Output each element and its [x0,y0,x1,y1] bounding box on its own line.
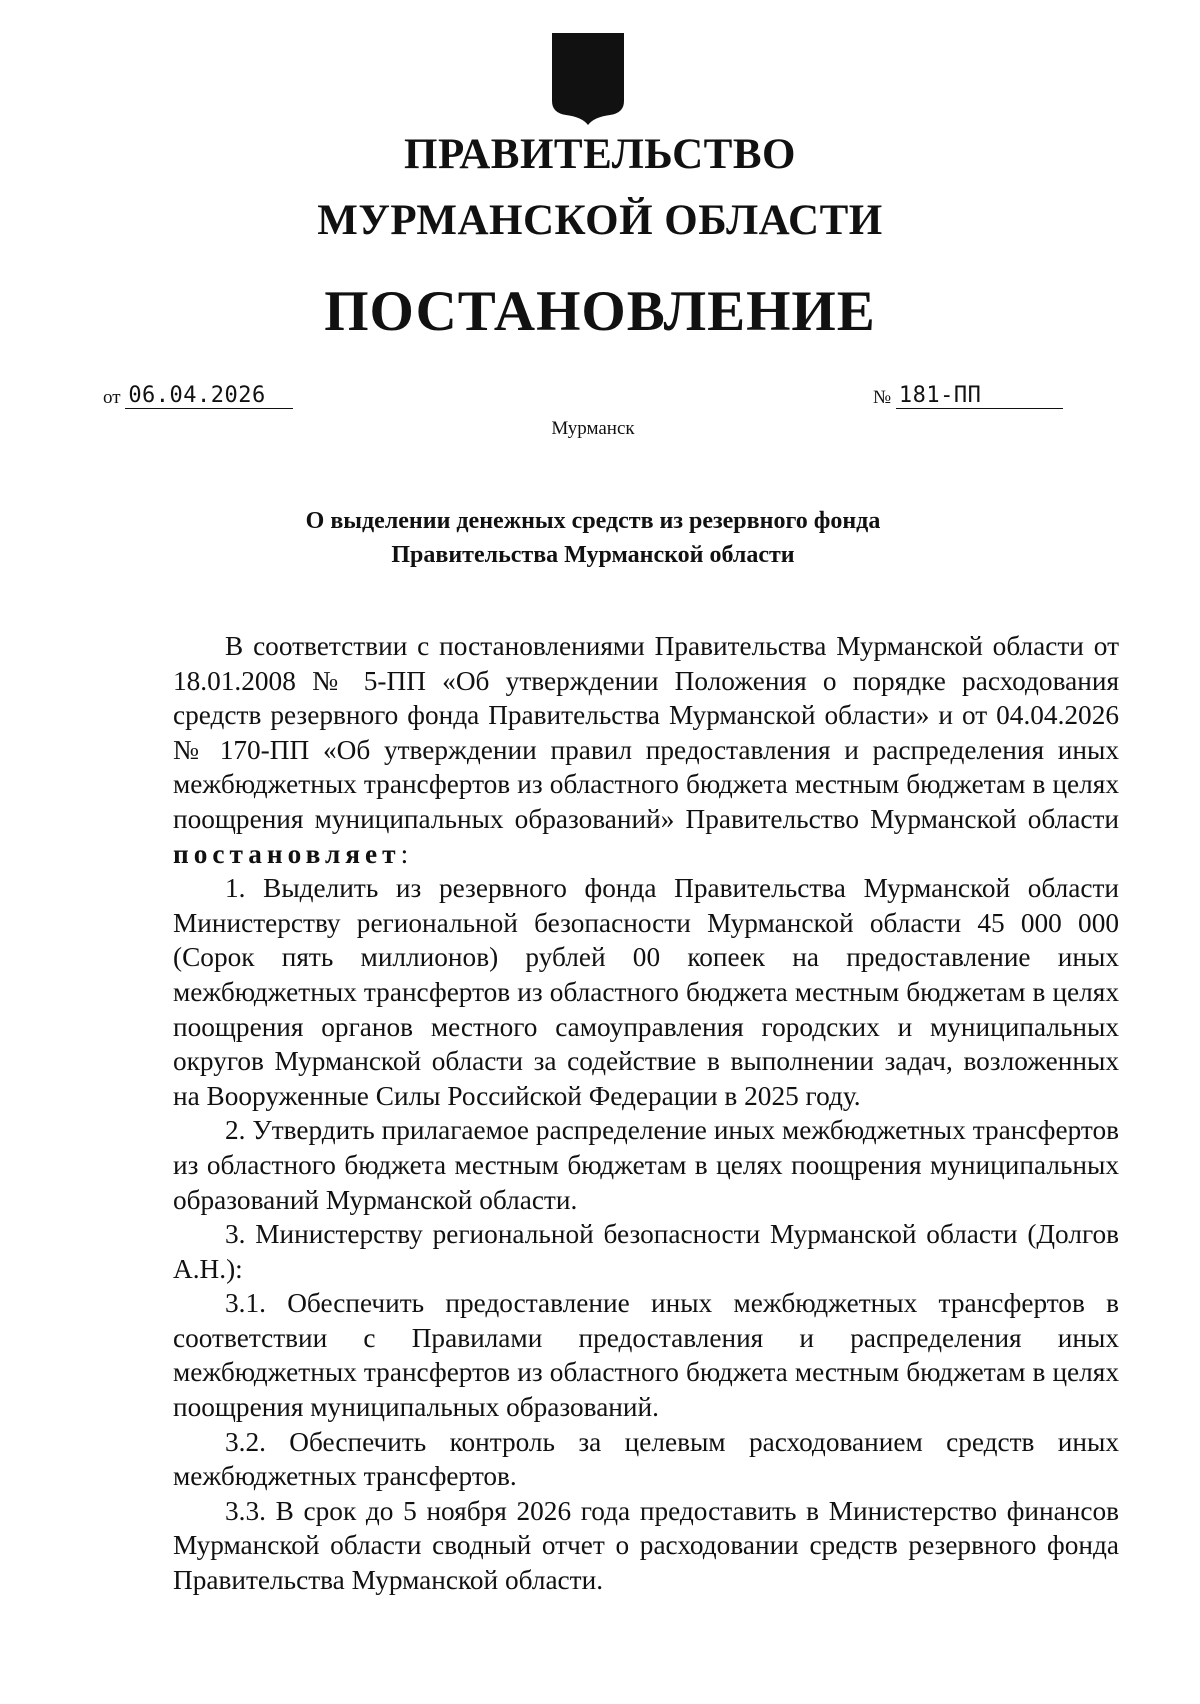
org-name-line2: МУРМАНСКОЙ ОБЛАСТИ [317,197,883,244]
date-field [103,384,293,414]
org-name-line1: ПРАВИТЕЛЬСТВО [404,131,796,178]
document-title [0,504,1186,572]
paragraph-2: 2. Утвердить прилагаемое распределение иных межбюджетных трансфертов из областного бюджета местным бюджетам в целях поощрения муниципальных образований Мурманской области. [173,1115,1119,1215]
preamble-text: В соответствии с постановлениями Правительства Мурманской области от 18.01.2008 № 5-ПП «Об утверждении Положения о порядке расходования средств резервного фонда Правительства Мурманской области» и от 04.04.2026 № 170-ПП «Об утверждении правил предоставления и распределения иных межбюджетных трансфертов из областного бюджета местным бюджетам в целях поощрения муниципальных образований» Правительство Мурманской области [173,631,1119,834]
date-label: от [103,387,121,409]
paragraph-3-2: 3.2. Обеспечить контроль за целевым расходованием средств иных межбюджетных трансфертов. [173,1426,1119,1492]
city: Мурманск [551,418,635,439]
document-type: ПОСТАНОВЛЕНИЕ [324,280,876,343]
decree-word: постановляет [173,838,401,869]
paragraph-3-3: 3.3. В срок до 5 ноября 2026 года предоставить в Министерство финансов Мурманской области сводный отчет о расходовании средств резервного фонда Правительства Мурманской области. [173,1495,1119,1596]
number-field [873,384,1063,414]
preamble-paragraph [173,629,1119,871]
paragraph-3-1: 3.1. Обеспечить предоставление иных межбюджетных трансфертов в соответствии с Правилами предоставления и распределения иных межбюджетных трансфертов из областного бюджета местным бюджетам в целях поощрения муниципальных образований. [173,1288,1119,1423]
document-date: 06.04.2026 [125,384,293,409]
title-line2: Правительства Мурманской области [391,542,795,569]
paragraph-3: 3. Министерству региональной безопасности Мурманской области (Долгов А.Н.): [173,1219,1119,1284]
document-number: 181-ПП [896,384,1063,409]
number-label: № [873,387,892,409]
paragraph-1: 1. Выделить из резервного фонда Правительства Мурманской области Министерству региональной безопасности Мурманской области 45 000 000 (Сорок пять миллионов) рублей 00 копеек на предоставление иных межбюджетных трансфертов из областного бюджета местным бюджетам в целях поощрения органов местного самоуправления городских и муниципальных округов Мурманской области за содействие в выполнении задач, возложенных на Вооруженные Силы Российской Федерации в 2025 году. [173,873,1119,1111]
coat-of-arms-icon [550,33,626,125]
decree-colon: : [400,838,409,869]
title-line1: О выделении денежных средств из резервного фонда [305,508,881,534]
document-body [173,629,1119,1598]
